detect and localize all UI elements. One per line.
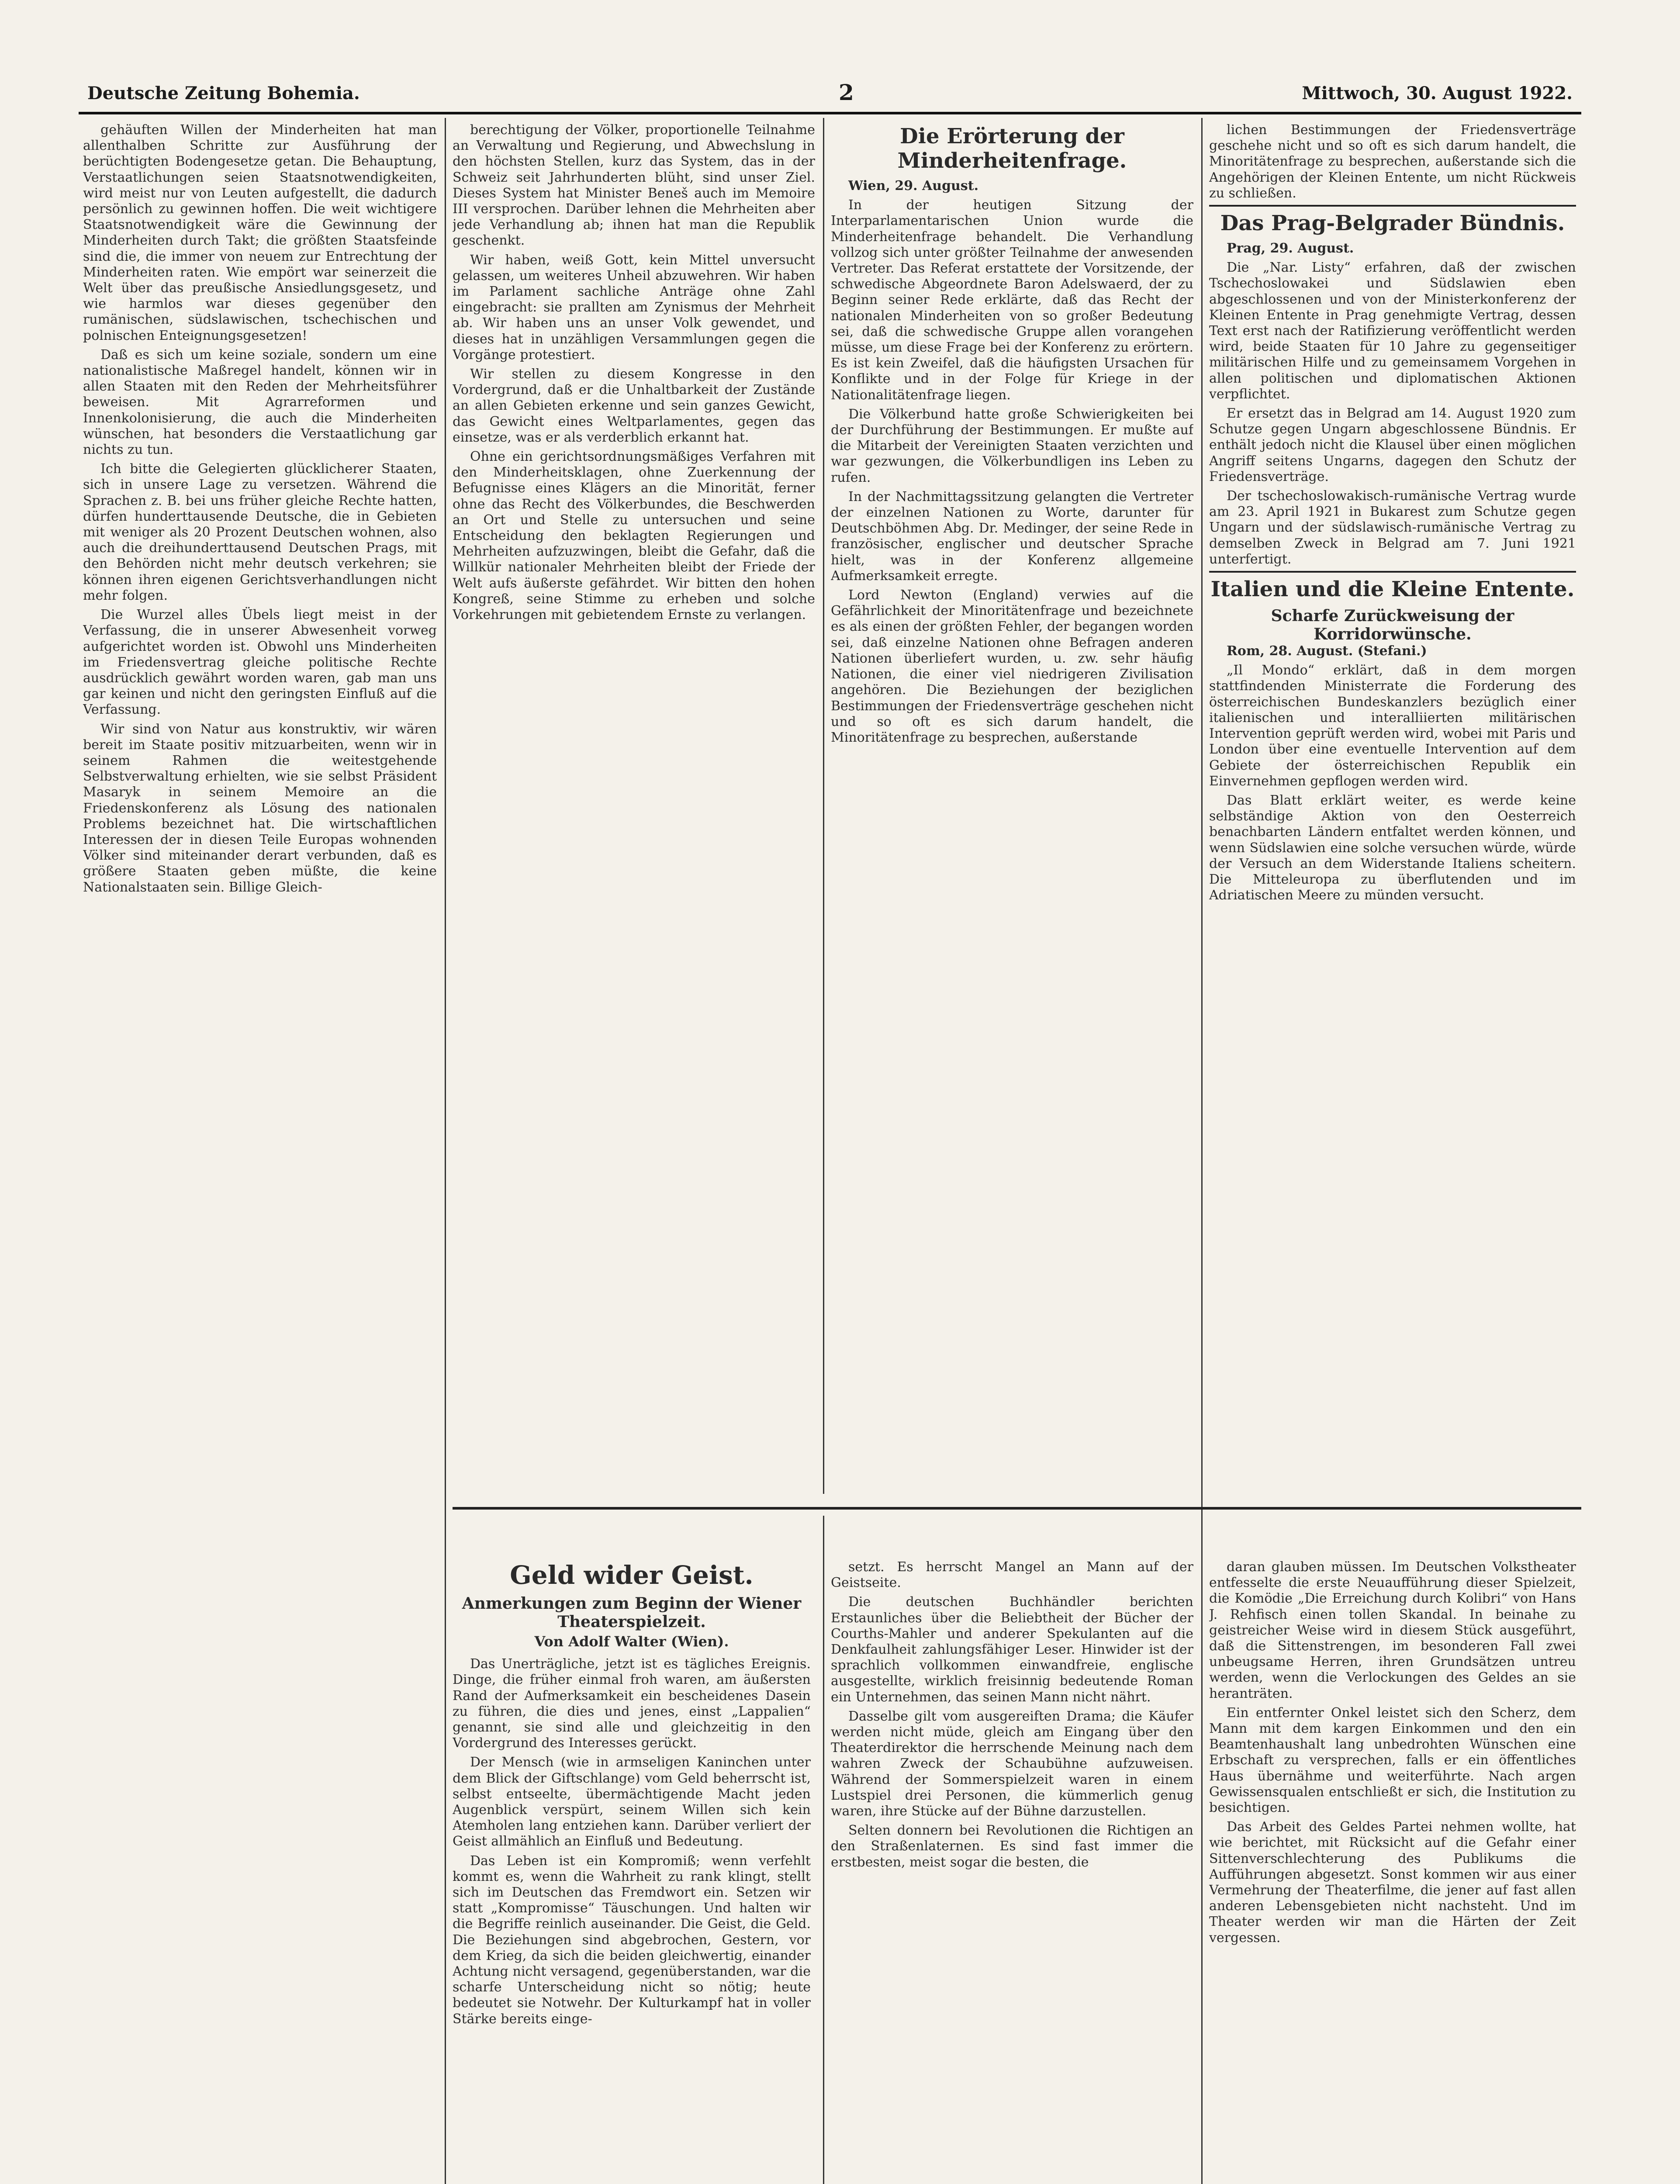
dateline: Wien, 29. August. xyxy=(848,178,979,194)
geist-paragraph: Die deutschen Buchhändler berichten Erstaunliches über die Beliebtheit der Bücher der Courths-Mahler und anderer Spekulanten auf die Denkfaulheit zahlungsfähiger Leser. Hinwider ist der sprachlich vollkommen einwandfreie, englische ausgestellte, wirklich freisinnig bedeutende Roman ein Unternehmen, das seinen Mann nicht nährt. xyxy=(831,1594,1193,1705)
column-divider xyxy=(445,118,446,2184)
col3-paragraph: In der heutigen Sitzung der Interparlamentarischen Union wurde die Minderheitenfrage behandelt. Die Verhandlung vollzog sich unter größter Teilnahme der anwesenden Vertreter. Das Referat erstattete der Vorsitzende, der schwedische Abgeordnete Baron Adelswaerd, der zu Beginn seiner Rede erklärte, daß das Recht der nationalen Minderheiten von so großer Bedeutung sei, daß die schwedische Gruppe allen vorangehen müsse, um diese Frage bei der Konferenz zu erörtern. Es ist kein Zweifel, daß die häufigsten Ursachen für Konflikte und in der Folge für Kriege in der Nationalitätenfrage liegen. xyxy=(831,197,1193,403)
geist-paragraph: Der Mensch (wie in armseligen Kaninchen unter dem Blick der Giftschlange) vom Geld beherrscht ist, selbst entseelte, übermächtigende Macht jeden Augenblick verspürt, seinem Willen sich kein Atemholen lang entziehen kann. Darüber verliert der Geist allmählich an Einfluß und Bedeutung. xyxy=(453,1755,811,1849)
dateline: Rom, 28. August. (Stefani.) xyxy=(1227,643,1427,659)
section-rule xyxy=(1209,571,1576,573)
col1-paragraph: gehäuften Willen der Minderheiten hat man allenthalben Schritte zur Ausführung der berüchtigten Bodengesetze getan. Die Behauptung, Verstaatlichungen seien Staatsnotwendigkeiten, wird meist nur von Leuten aufgestellt, die dadurch persönlich zu gewinnen hoffen. Die weit wichtigere Staatsnotwendigkeit wäre die Gewinnung der Minderheiten durch Takt; die größten Staatsfeinde sind die, die immer von neuem zur Entrechtung der Minderheiten raten. Wie empört war seinerzeit die Welt über das preußische Ansiedlungsgesetz, und wie harmlos war dieses gegenüber den rumänischen, südslawischen, tschechischen und polnischen Enteignungsgesetzen! xyxy=(83,122,437,343)
col4-intro: lichen Bestimmungen der Friedensverträge geschehe nicht und so oft es sich darum handelt, die Minoritätenfrage zu besprechen, außerstande sich die Angehörigen der Kleinen Entente, um nicht Rückweis zu schließen. xyxy=(1209,122,1576,201)
issue-date: Mittwoch, 30. August 1922. xyxy=(1302,83,1573,104)
page-number: 2 xyxy=(839,79,854,105)
column-divider xyxy=(823,118,824,1494)
paper-name: Deutsche Zeitung Bohemia. xyxy=(87,83,360,104)
column-4 xyxy=(1209,122,1576,1494)
feuilleton-column-2 xyxy=(831,1559,1193,2184)
col4-paragraph: Er ersetzt das in Belgrad am 14. August 1920 zum Schutze gegen Ungarn abgeschlossene Bündnis. Er enthält jedoch nicht die Klausel über einen möglichen Angriff seitens Ungarns, dagegen den Schutz der Friedensverträge. xyxy=(1209,406,1576,484)
col2-paragraph: Wir stellen zu diesem Kongresse in den Vordergrund, daß er die Unhaltbarkeit der Zustände an allen Gebieten erkenne und sein ganzes Gewicht, das Gewicht eines Weltparlamentes, gegen das einsetze, was er als verderblich erkannt hat. xyxy=(453,366,815,445)
col1-paragraph: Wir sind von Natur aus konstruktiv, wir wären bereit im Staate positiv mitzuarbeiten, wenn wir in seinem Rahmen die weitestgehende Selbstverwaltung erhielten, wie sie selbst Präsident Masaryk in seinem Memoire an die Friedenskonferenz als Lösung des nationalen Problems bezeichnet hat. Die wirtschaftlichen Interessen der in diesen Teile Europas wohnenden Völker sind miteinander derart verbunden, daß es größere Staaten geben müßte, die keine Nationalstaaten sein. Billige Gleich- xyxy=(83,721,437,895)
column-2 xyxy=(453,122,815,1494)
feuilleton-column-1 xyxy=(453,1559,811,2184)
col2-paragraph: Ohne ein gerichtsordnungsmäßiges Verfahren mit den Minderheitsklagen, ohne Zuerkennung der Befugnisse eines Klägers an die Minorität, ferner ohne das Recht des Völkerbundes, die Beschwerden an Ort und Stelle zu untersuchen und seine Entscheidung den beklagten Regierungen und Mehrheiten aufzuzwingen, bleibt die Gefahr, daß die Willkür nationaler Mehrheiten bleibt der Friede der Welt aufs äußerste gefährdet. Wir bitten den hohen Kongreß, seine Stimme zu erheben und solche Vorkehrungen mit gebietendem Ernste zu verlangen. xyxy=(453,449,815,623)
minority-question-headline: Die Erörterung der Minderheitenfrage. xyxy=(897,124,1127,173)
col4-paragraph: Der tschechoslowakisch-rumänische Vertrag wurde am 23. April 1921 in Bukarest zum Schutze gegen Ungarn und der südslawisch-rumänische Vertrag zu demselben Zweck in Belgrad am 7. Juni 1921 unterfertigt. xyxy=(1209,488,1576,567)
prague-belgrade-headline: Das Prag-Belgrader Bündnis. xyxy=(1220,211,1565,236)
masthead xyxy=(79,74,1581,114)
col3-paragraph: Lord Newton (England) verwies auf die Gefährlichkeit der Minoritätenfrage und bezeichnete es als einen der größten Fehler, der begangen worden sei, daß einzelne Nationen ohne Befragen anderen Nationen überliefert wurden, u. zw. sehr häufig Nationen, die einer viel niedrigeren Zivilisation angehören. Die Beziehungen der beziglichen Bestimmungen der Friedensverträge geschehen nicht und so oft es sich darum handelt, die Minoritätenfrage zu besprechen, außerstande xyxy=(831,587,1193,745)
italy-headline: Italien und die Kleine Entente. xyxy=(1210,577,1575,602)
newspaper-page xyxy=(79,74,1581,2184)
geist-paragraph: Ein entfernter Onkel leistet sich den Scherz, dem Mann mit dem kargen Einkommen und den ein Beamtenhaushalt lang unbedrohten Wünschen eine Erbschaft zu versprechen, falls er ein öffentliches Haus übernähme und weiterführte. Nach argen Gewissensqualen entschließt er sich, die Institution zu besichtigen. xyxy=(1209,1705,1576,1816)
section-rule xyxy=(1209,205,1576,207)
col2-paragraph: Wir haben, weiß Gott, kein Mittel unversucht gelassen, um weiteres Unheil abzuwehren. Wir haben im Parlament sachliche Anträge ohne Zahl eingebracht: sie prallten am Zynismus der Mehrheit ab. Wir haben uns an unser Volk gewendet, und dieses hat in unzähligen Versammlungen gegen die Vorgänge protestiert. xyxy=(453,252,815,363)
geist-paragraph: daran glauben müssen. Im Deutschen Volkstheater entfesselte die erste Neuaufführung dieser Spielzeit, die Komödie „Die Erreichung durch Kolibri“ von Hans J. Rehfisch einen tollen Skandal. In beinahe zu geistreicher Weise wird in diesem Stück ausgeführt, daß die Sittenstrengen, im besonderen Fall zwei unbeugsame Herren, ihren Grundsätzen untreu werden, wenn die Verlockungen des Geldes an sie heranträten. xyxy=(1209,1559,1576,1701)
column-1 xyxy=(83,122,437,2184)
geist-headline: Geld wider Geist. xyxy=(510,1560,754,1590)
col3-paragraph: In der Nachmittagssitzung gelangten die Vertreter der einzelnen Nationen zu Worte, darunter für Deutschböhmen Abg. Dr. Medinger, der seine Rede in französischer, englischer und deutscher Sprache hielt, was in der Konferenz allgemeine Aufmerksamkeit erregte. xyxy=(831,489,1193,584)
col4-paragraph: Das Blatt erklärt weiter, es werde keine selbständige Aktion von den Oesterreich benachbarten Ländern entfaltet werden können, und wenn Südslawien eine solche versuchen würde, würde der Versuch an dem Widerstande Italiens scheitern. Die Mitteleuropa zu überflutenden und im Adriatischen Meere zu münden versucht. xyxy=(1209,792,1576,903)
geist-paragraph: Das Arbeit des Geldes Partei nehmen wollte, hat wie berichtet, mit Rücksicht auf die Gefahr einer Sittenverschlechterung des Publikums die Aufführungen abgesetzt. Sonst kommen wir aus einer Vermehrung der Theaterfilme, die jener auf fast allen anderen Lebensgebieten nicht nachsteht. Und im Theater werden wir man die Härten der Zeit vergessen. xyxy=(1209,1819,1576,1946)
geist-paragraph: Das Leben ist ein Kompromiß; wenn verfehlt kommt es, wenn die Wahrheit zu rank klingt, stellt sich im Deutschen das Fremdwort ein. Setzen wir statt „Kompromisse“ Täuschungen. Und halten wir die Begriffe reinlich auseinander. Die Geist, die Geld. Die Beziehungen sind abgebrochen, Gestern, vor dem Krieg, da sich die beiden gleichwertig, einander Achtung nicht versagend, gegenüberstanden, war die scharfe Unterscheidung nicht so nötig; heute bedeutet sie Notwehr. Der Kulturkampf hat in voller Stärke bereits einge- xyxy=(453,1853,811,2027)
geist-subhead: Anmerkungen zum Beginn der Wiener Theaterspielzeit. xyxy=(462,1594,802,1631)
col4-paragraph: „Il Mondo“ erklärt, daß in dem morgen stattfindenden Ministerrate die Forderung des österreichischen Bundeskanzlers bezüglich einer italienischen und interalliierten militärischen Intervention geprüft werden wird, wobei mit Paris und London über eine eventuelle Intervention auf dem Gebiete der österreichischen Republik ein Einvernehmen gepflogen werden wird. xyxy=(1209,663,1576,789)
geist-paragraph: Selten donnern bei Revolutionen die Richtigen an den Straßenlaternen. Es sind fast immer die erstbesten, meist sogar die besten, die xyxy=(831,1823,1193,1870)
col1-paragraph: Daß es sich um keine soziale, sondern um eine nationalistische Maßregel handelt, können wir in allen Staaten mit den Reden der Mehrheitsführer beweisen. Mit Agrarreformen und Innenkolonisierung, die auch die Minderheiten wünschen, hat besonders die Verstaatlichung gar nichts zu tun. xyxy=(83,347,437,458)
col1-paragraph: Die Wurzel alles Übels liegt meist in der Verfassung, die in unserer Abwesenheit vorweg aufgerichtet worden ist. Obwohl uns Minderheiten im Friedensvertrag gleiche politische Rechte ausdrücklich gewährt worden waren, gab man uns gar keinen und nicht den geringsten Einfluß auf die Verfassung. xyxy=(83,607,437,718)
column-divider xyxy=(823,1516,824,2184)
geist-paragraph: Dasselbe gilt vom ausgereiften Drama; die Käufer werden nicht müde, gleich am Eingang über den Theaterdirektor die herrschende Meinung nach dem wahren Zweck der Schaubühne aufzuweisen. Während der Sommerspielzeit waren in einem Lustspiel drei Personen, die kümmerlich genug waren, ihre Stücke auf der Bühne darzustellen. xyxy=(831,1708,1193,1819)
column-3 xyxy=(831,122,1193,1494)
geist-paragraph: Das Unerträgliche, jetzt ist es tägliches Ereignis. Dinge, die früher einmal froh waren, am äußersten Rand der Aufmerksamkeit ein bescheidenes Dasein zu führen, die dies und jenes, einst „Lappalien“ genannt, sie sind alle und gleichzeitig in den Vordergrund des Interesses gerückt. xyxy=(453,1656,811,1751)
feuilleton-rule xyxy=(453,1507,1581,1510)
italy-subhead: Scharfe Zurückweisung der Korridorwünsche. xyxy=(1271,607,1514,644)
geist-paragraph: setzt. Es herrscht Mangel an Mann auf der Geistseite. xyxy=(831,1559,1193,1591)
feuilleton-column-3 xyxy=(1209,1559,1576,2184)
geist-byline: Von Adolf Walter (Wien). xyxy=(534,1633,729,1650)
column-divider xyxy=(1201,118,1203,2184)
col3-paragraph: Die Völkerbund hatte große Schwierigkeiten bei der Durchführung der Bestimmungen. Er mußte auf die Mitarbeit der Vereinigten Staaten verzichten und war gezwungen, die Völkerbundligen ins Leben zu rufen. xyxy=(831,406,1193,485)
col4-paragraph: Die „Nar. Listy“ erfahren, daß der zwischen Tschechoslowakei und Südslawien eben abgeschlossenen und von der Ministerkonferenz der Kleinen Entente in Prag genehmigte Vertrag, dessen Text erst nach der Ratifizierung veröffentlicht werden wird, beide Staaten für 10 Jahre zu gegenseitiger militärischen Hilfe und zu gemeinsamem Vorgehen in allen politischen und diplomatischen Aktionen verpflichtet. xyxy=(1209,260,1576,402)
dateline: Prag, 29. August. xyxy=(1227,241,1354,256)
col2-paragraph: berechtigung der Völker, proportionelle Teilnahme an Verwaltung und Regierung, und Abwechslung in den höchsten Stellen, kurz das System, das in der Schweiz seit Jahrhunderten blüht, sind unser Ziel. Dieses System hat Minister Beneš auch im Memoire III versprochen. Darüber lehnen die Mehrheiten aber jede Verhandlung ab; ihnen hat man die Republik geschenkt. xyxy=(453,122,815,249)
masthead-rule xyxy=(79,112,1581,114)
col1-paragraph: Ich bitte die Gelegierten glücklicherer Staaten, sich in unsere Lage zu versetzen. Während die Sprachen z. B. bei uns früher gleiche Rechte hatten, dürfen hunderttausende Deutsche, die in Gebieten mit weniger als 20 Prozent Deutschen wohnen, also auch die dreihunderttausend Deutschen Prags, mit den Behörden nicht mehr deutsch verkehren; sie können ihren eigenen Gerichtsverhandlungen nicht mehr folgen. xyxy=(83,461,437,603)
